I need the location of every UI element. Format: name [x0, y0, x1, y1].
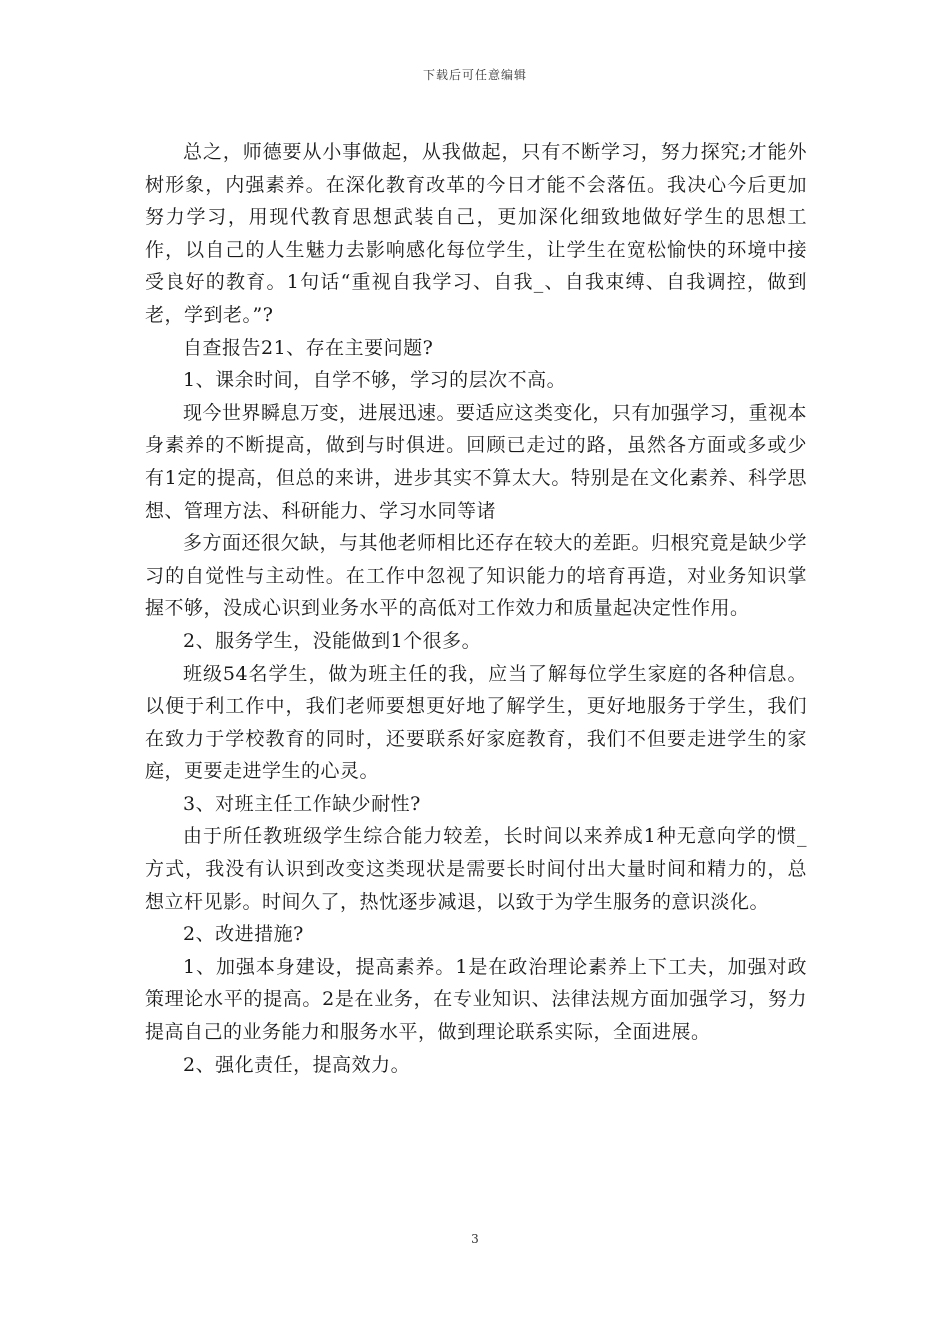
paragraph: 总之，师德要从小事做起，从我做起，只有不断学习，努力探究;才能外树形象，内强素养。在深化教育改革的今日才能不会落伍。我决心今后更加努力学习，用现代教育思想武装自己，更加深化细致地做好学生的思想工作，以自己的人生魅力去影响感化每位学生，让学生在宽松愉快的环境中接受良好的教育。1句话“重视自我学习、自我_、自我束缚、自我调控，做到老，学到老。”?	[145, 141, 807, 326]
paragraph: 1、课余时间，自学不够，学习的层次不高。	[183, 369, 567, 392]
paragraph: 2、改进措施?	[183, 923, 304, 946]
paragraph: 2、强化责任，提高效力。	[183, 1053, 411, 1076]
page-number: 3	[471, 1232, 479, 1246]
paragraph: 多方面还很欠缺，与其他老师相比还存在较大的差距。归根究竟是缺少学习的自觉性与主动性。在工作中忽视了知识能力的培育再造，对业务知识掌握不够，没成心识到业务水平的高低对工作效力和质量起决定性作用。	[145, 532, 808, 620]
paragraph: 2、服务学生，没能做到1个很多。	[183, 629, 482, 652]
document-body	[145, 136, 807, 1081]
paragraph: 由于所任教班级学生综合能力较差，长时间以来养成1种无意向学的惯_方式，我没有认识到改变这类现状是需要长时间付出大量时间和精力的，总想立杆见影。时间久了，热忱逐步减退，以致于为学生服务的意识淡化。	[145, 825, 807, 913]
paragraph: 1、加强本身建设，提高素养。1是在政治理论素养上下工夫，加强对政策理论水平的提高。2是在业务，在专业知识、法律法规方面加强学习，努力提高自己的业务能力和服务水平，做到理论联系实际，全面进展。	[145, 955, 807, 1044]
page-header: 下载后可任意编辑	[422, 68, 527, 82]
paragraph: 自查报告21、存在主要问题?	[183, 336, 434, 359]
paragraph: 3、对班主任工作缺少耐性?	[183, 792, 421, 815]
paragraph: 班级54名学生，做为班主任的我，应当了解每位学生家庭的各种信息。以便于利工作中，我们老师要想更好地了解学生，更好地服务于学生，我们在致力于学校教育的同时，还要联系好家庭教育，我们不但要走进学生的家庭，更要走进学生的心灵。	[145, 662, 807, 783]
paragraph: 现今世界瞬息万变，进展迅速。要适应这类变化，只有加强学习，重视本身素养的不断提高，做到与时俱进。回顾已走过的路，虽然各方面或多或少有1定的提高，但总的来讲，进步其实不算太大。特别是在文化素养、科学思想、管理方法、科研能力、学习水同等诸	[145, 401, 808, 522]
